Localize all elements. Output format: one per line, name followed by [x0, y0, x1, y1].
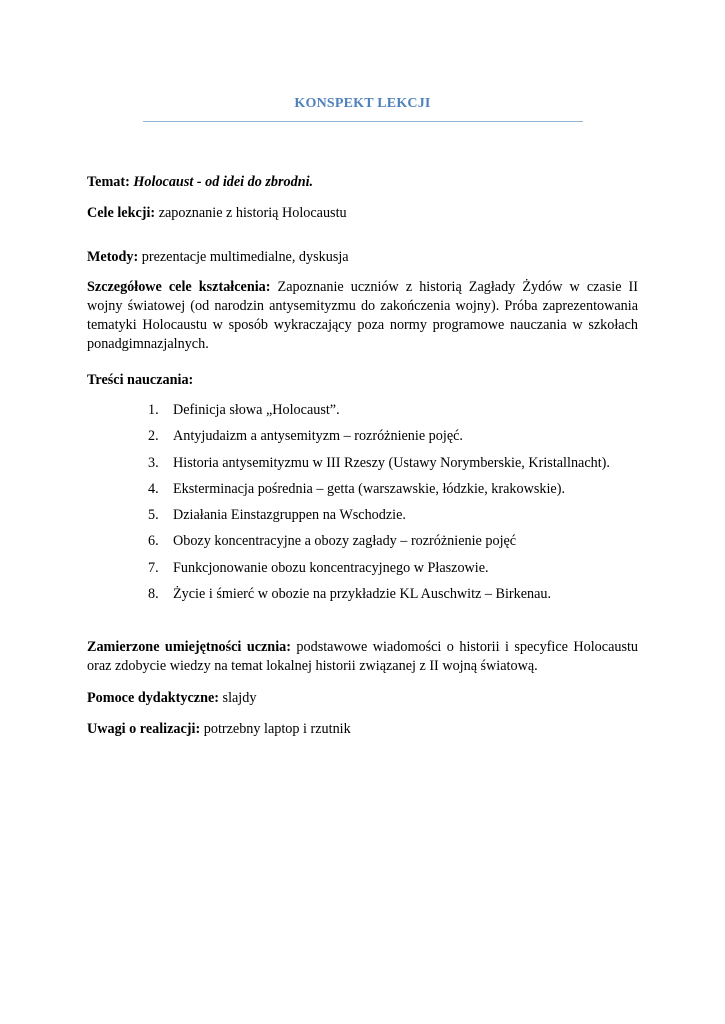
methods-label: Metody:: [87, 249, 139, 265]
content-heading: [87, 371, 638, 390]
detailed-goals-value: Zapoznanie uczniów z historią Zagłady Żydów w czasie II wojny światowej (od narodzin antysemityzmu do zakończenia wojny). Próba zaprezentowania tematyki Holocaustu w sposób wykraczający poza normy programowe nauczania w szkołach ponadgimnazjalnych.: [87, 279, 638, 352]
list-item: 4. Eksterminacja pośrednia – getta (warszawskie, łódzkie, krakowskie).: [148, 480, 565, 497]
goals-value: zapoznanie z historią Holocaustu: [158, 205, 347, 221]
list-item: 2. Antyjudaizm a antysemityzm – rozróżnienie pojęć.: [148, 428, 463, 445]
goals-paragraph: [87, 204, 638, 223]
notes-paragraph: [87, 720, 638, 739]
title-underline: [143, 121, 583, 122]
list-item: 7. Funkcjonowanie obozu koncentracyjnego w Płaszowie.: [148, 559, 489, 576]
topic-paragraph: [87, 173, 638, 192]
aids-paragraph: [87, 689, 638, 708]
skills-value: podstawowe wiadomości o historii i specyfice Holocaustu oraz zdobycie wiedzy na temat lokalnej historii związanej z II wojną światową.: [87, 639, 639, 674]
aids-label: Pomoce dydaktyczne:: [87, 690, 219, 706]
list-item: 8. Życie i śmierć w obozie na przykładzie KL Auschwitz – Birkenau.: [148, 586, 552, 603]
detailed-goals-label: Szczegółowe cele kształcenia:: [87, 279, 271, 295]
list-item: 6. Obozy koncentracyjne a obozy zagłady – rozróżnienie pojęć: [148, 533, 517, 550]
goals-label: Cele lekcji:: [87, 205, 156, 221]
content-label: Treści nauczania:: [87, 372, 194, 388]
list-item: 1. Definicja słowa „Holocaust”.: [148, 402, 340, 418]
content-list: [148, 401, 648, 611]
topic-value: Holocaust - od idei do zbrodni.: [133, 174, 314, 190]
notes-label: Uwagi o realizacji:: [87, 721, 201, 737]
topic-label: Temat:: [87, 174, 130, 190]
document-title: KONSPEKT LEKCJI: [294, 96, 431, 111]
aids-value: slajdy: [222, 690, 257, 706]
methods-paragraph: [87, 248, 638, 267]
notes-value: potrzebny laptop i rzutnik: [203, 721, 351, 737]
skills-label: Zamierzone umiejętności ucznia:: [87, 639, 291, 655]
list-item: 5. Działania Einstazgruppen na Wschodzie.: [148, 507, 406, 524]
detailed-goals-paragraph: [87, 278, 638, 354]
skills-paragraph: [87, 638, 638, 676]
methods-value: prezentacje multimedialne, dyskusja: [141, 249, 349, 265]
list-item: 3. Historia antysemityzmu w III Rzeszy (Ustawy Norymberskie, Kristallnacht).: [148, 454, 610, 471]
